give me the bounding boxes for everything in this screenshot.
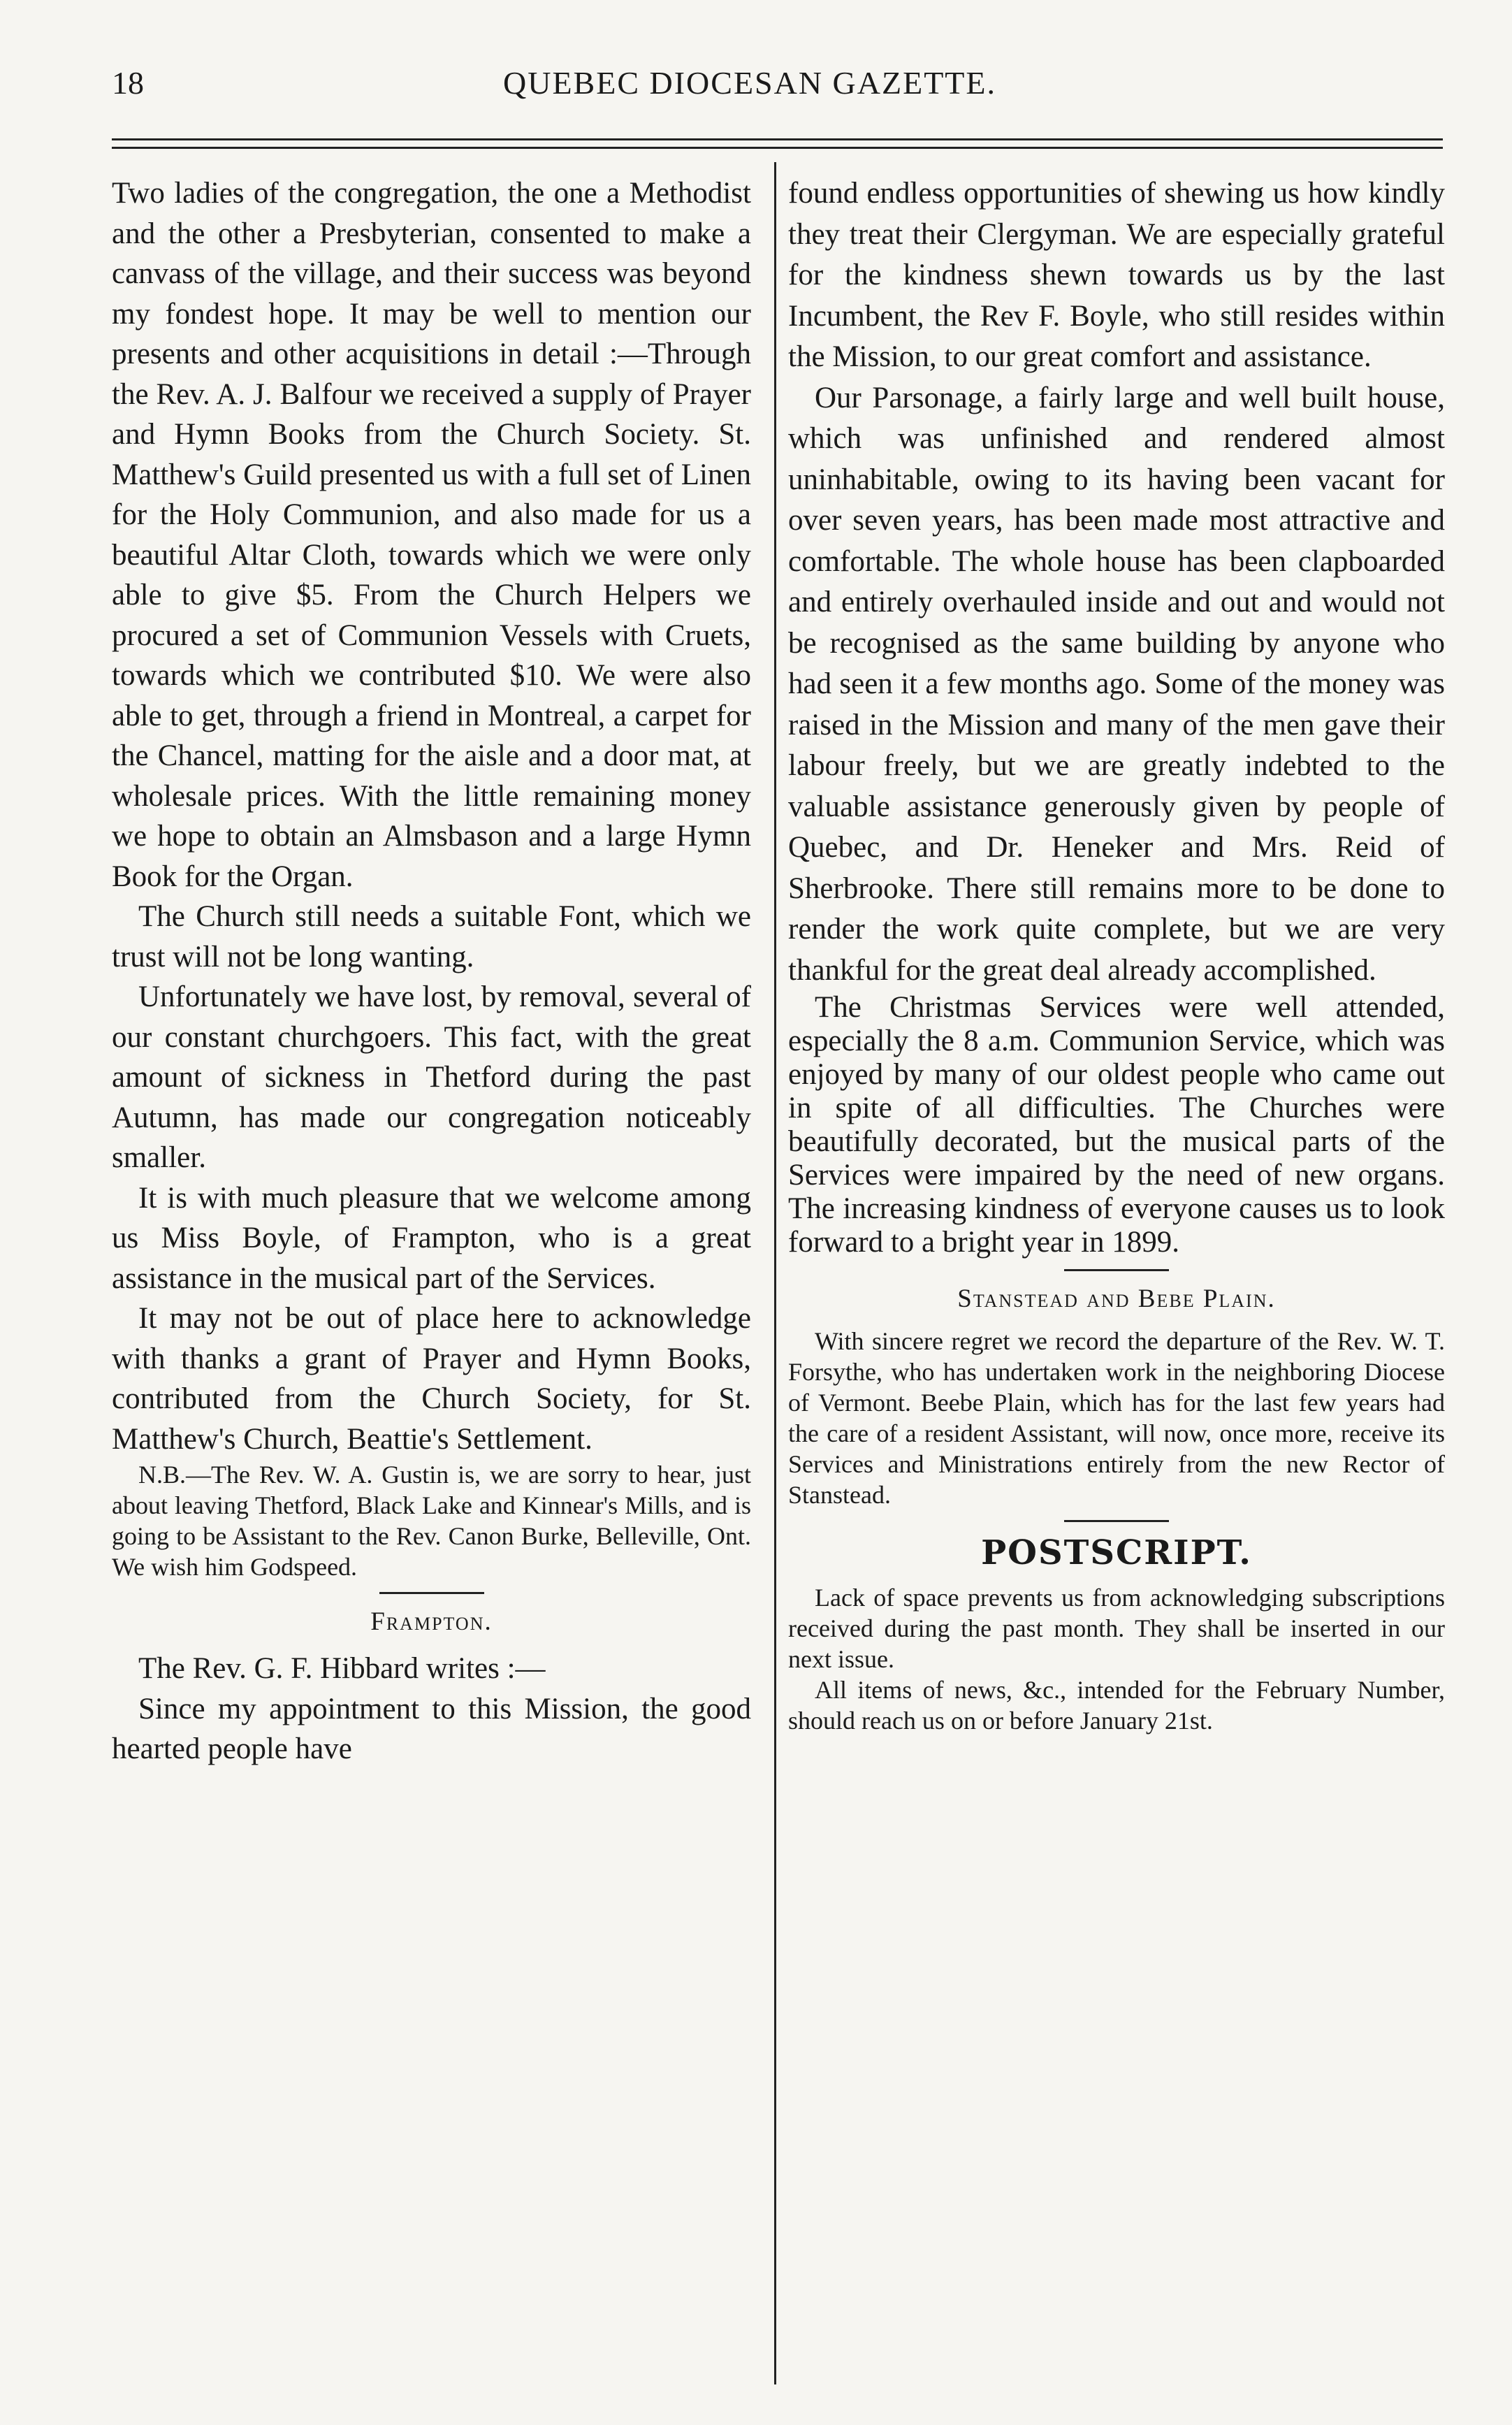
column-divider xyxy=(774,162,776,2384)
paragraph: found endless opportunities of shewing us how kindly they treat their Clergyman. We are especially grateful for the kindness shewn towards us by the last Incumbent, the Rev F. Boyle, who still resides within the Mission, to our great comfort and assistance. xyxy=(788,177,1445,373)
paragraph: The Church still needs a suitable Font, which we trust will not be long wanting. xyxy=(112,900,751,973)
page-header xyxy=(0,0,1512,140)
paragraph: Lack of space prevents us from acknowledging subscriptions received during the past month. They shall be inserted in our next issue. xyxy=(788,1584,1445,1673)
paragraph: The Christmas Services were well attended, especially the 8 a.m. Communion Service, which was enjoyed by many of our oldest people who came out in spite of all difficulties. The Churches were beautifully decorated, but the musical parts of the Services were impaired by the need of new organs. The increasing kindness of everyone causes us to look forward to a bright year in 1899. xyxy=(788,991,1445,1259)
header-rule-bottom xyxy=(112,147,1443,149)
paragraph: All items of news, &c., intended for the February Number, should reach us on or before January 21st. xyxy=(788,1676,1445,1735)
section-heading-stanstead: Stanstead and Bebe Plain. xyxy=(957,1284,1276,1313)
header-rule-top xyxy=(112,138,1443,140)
left-column xyxy=(112,173,751,1769)
section-separator xyxy=(1064,1269,1169,1271)
paragraph: The Rev. G. F. Hibbard writes :— xyxy=(138,1652,546,1685)
paragraph: Two ladies of the congregation, the one a Methodist and the other a Presbyterian, consented to make a canvass of the village, and their success was beyond my fondest hope. It may be well to mention our presents and other acquisitions in detail :—Through the Rev. A. J. Balfour we received a supply of Prayer and Hymn Books from the Church Society. St. Matthew's Guild presented us with a full set of Linen for the Holy Communion, and also made for us a beautiful Altar Cloth, towards which we were only able to give $5. From the Church Helpers we procured a set of Communion Vessels with Cruets, towards which we contributed $10. We were also able to get, through a friend in Montreal, a carpet for the Chancel, matting for the aisle and a door mat, at wholesale prices. With the little remaining money we hope to obtain an Almsbason and a large Hymn Book for the Organ. xyxy=(112,177,751,893)
right-column xyxy=(788,173,1445,1736)
nota-bene-note: N.B.—The Rev. W. A. Gustin is, we are sorry to hear, just about leaving Thetford, Black Lake and Kinnear's Mills, and is going to be Assistant to the Rev. Canon Burke, Belleville, Ont. We wish him Godspeed. xyxy=(112,1461,751,1581)
paragraph: It is with much pleasure that we welcome among us Miss Boyle, of Frampton, who is a great assistance in the musical part of the Services. xyxy=(112,1181,751,1295)
paragraph: Our Parsonage, a fairly large and well built house, which was unfinished and rendered almost uninhabitable, owing to its having been vacant for over seven years, has been made most attractive and comfortable. The whole house has been clapboarded and entirely overhauled inside and out and would not be recognised as the same building by anyone who had seen it a few months ago. Some of the money was raised in the Mission and many of the men gave their labour freely, but we are greatly indebted to the valuable assistance generously given by people of Quebec, and Dr. Heneker and Mrs. Reid of Sherbrooke. There still remains more to be done to render the work quite complete, but we are very thankful for the great deal already accomplished. xyxy=(788,381,1445,987)
publication-title: QUEBEC DIOCESAN GAZETTE. xyxy=(503,65,996,101)
section-heading-postscript: POSTSCRIPT. xyxy=(981,1533,1252,1572)
paragraph: Since my appointment to this Mission, the good hearted people have xyxy=(112,1692,751,1765)
paragraph: It may not be out of place here to acknowledge with thanks a grant of Prayer and Hymn Books, contributed from the Church Society, for St. Matthew's Church, Beattie's Settlement. xyxy=(112,1302,751,1456)
page-number: 18 xyxy=(112,65,144,101)
section-separator xyxy=(379,1592,484,1594)
paragraph: Unfortunately we have lost, by removal, several of our constant churchgoers. This fact, with the great amount of sickness in Thetford during the past Autumn, has made our congregation noticeably smaller. xyxy=(112,980,751,1174)
paragraph: With sincere regret we record the departure of the Rev. W. T. Forsythe, who has undertaken work in the neighboring Diocese of Vermont. Beebe Plain, which has for the last few years had the care of a resident Assistant, will now, once more, receive its Services and Ministrations entirely from the new Rector of Stanstead. xyxy=(788,1327,1445,1509)
section-separator xyxy=(1064,1520,1169,1522)
section-heading-frampton: Frampton. xyxy=(370,1607,493,1636)
